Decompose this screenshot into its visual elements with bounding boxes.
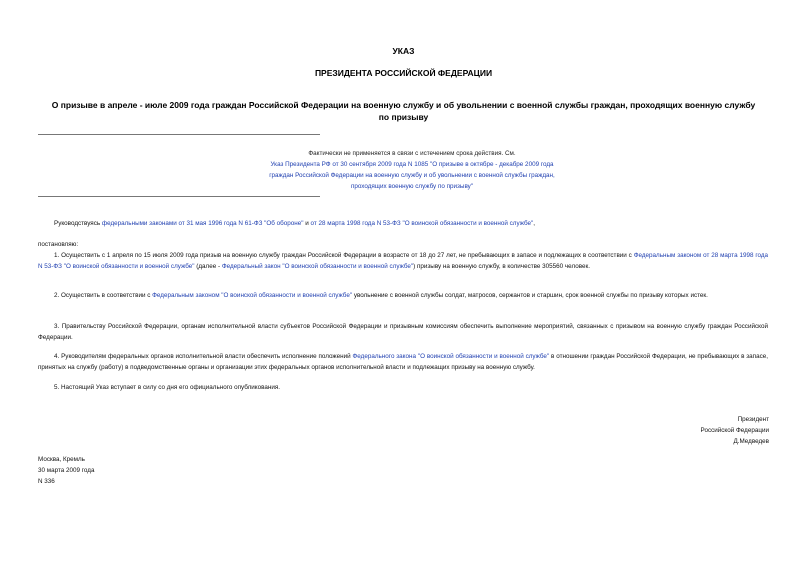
decree-subtitle: О призыве в апреле - июле 2009 года граждан Российской Федерации на военную службу и об увольнении с военной службы граждан, проходящих военную службу по призыву	[51, 100, 756, 122]
item-1-text-b: (далее -	[196, 263, 221, 270]
note-link[interactable]: Указ Президента РФ от 30 сентября 2009 года N 1085 "О призыве в октябре - декабре 2009 года граждан Российской Федерации на военную службу и об увольнении с военной службы граждан, проходящих военную службу по призыву"	[269, 161, 555, 190]
decree-number: N 336	[38, 478, 55, 485]
note-bottom-rule	[38, 196, 320, 197]
law-link-defense[interactable]: федеральными законами от 31 мая 1996 года N 61-ФЗ "Об обороне"	[101, 220, 304, 227]
editorial-note	[262, 148, 562, 192]
date: 30 марта 2009 года	[38, 467, 95, 474]
note-text: Фактически не применяется в связи с истечением срока действия. См.	[308, 150, 516, 157]
note-top-rule	[38, 134, 320, 135]
item-2-law-link[interactable]: Федеральным законом "О воинской обязанности и военной службе"	[152, 292, 353, 299]
signature-name: Д.Медведев	[733, 438, 769, 445]
item-1	[38, 250, 768, 272]
item-1-law-link[interactable]: Федеральным законом от 28 марта 1998 года N 53-ФЗ "О воинской обязанности и военной службе"	[38, 252, 769, 270]
item-5: 5. Настоящий Указ вступает в силу со дня его официального опубликования.	[54, 384, 281, 391]
item-3: 3. Правительству Российской Федерации, органам исполнительной власти субъектов Российской Федерации и призывным комиссиям обеспечить выполнение мероприятий, связанных с призывом на военную службу граждан Российской Федерации.	[38, 323, 768, 341]
item-4-text-a: 4. Руководителям федеральных органов исполнительной власти обеспечить исполнение положений	[54, 353, 351, 360]
item-1-text-a: 1. Осуществить с 1 апреля по 15 июля 2009 года призыв на военную службу граждан Российской Федерации в возрасте от 18 до 27 лет, не пребывающих в запасе и подлежащих в соответствии с	[54, 252, 632, 259]
signature-title: Президент	[737, 416, 769, 423]
item-2-text-a: 2. Осуществить в соответствии с	[54, 292, 151, 299]
item-4-law-link[interactable]: Федерального закона "О воинской обязанности и военной службе"	[352, 353, 550, 360]
law-link-military-duty[interactable]: от 28 марта 1998 года N 53-ФЗ "О воинской обязанности и военной службе"	[310, 220, 534, 227]
item-4-text-b: в отношении граждан Российской Федерации, не пребывающих в запасе, принятых на службу (работу) в подведомственные органы и организации этих федеральных органов исполнительной власти и подлежащих призыву на военную службу.	[38, 353, 768, 371]
signature-block	[701, 414, 769, 447]
decree-issuer: ПРЕЗИДЕНТА РОССИЙСКОЙ ФЕДЕРАЦИИ	[314, 68, 493, 78]
signature-country: Российской Федерации	[700, 427, 769, 434]
preamble	[38, 218, 768, 229]
item-2	[38, 290, 768, 301]
preamble-suffix: ,	[533, 220, 536, 227]
preamble-mid: и	[305, 220, 309, 227]
item-1-text-c: ) призыву на военную службу, в количестве 305560 человек.	[413, 263, 591, 270]
place: Москва, Кремль	[38, 456, 85, 463]
place-date-block	[38, 454, 94, 487]
decree-title: УКАЗ	[392, 46, 415, 56]
item-1-short-law-link[interactable]: Федеральный закон "О воинской обязанности и военной службе"	[221, 263, 414, 270]
item-4	[38, 351, 768, 373]
item-2-text-b: увольнение с военной службы солдат, матросов, сержантов и старшин, срок военной службы по призыву которых истек.	[353, 292, 708, 299]
preamble-prefix: Руководствуясь	[54, 220, 101, 227]
decree-word: постановляю:	[38, 241, 79, 248]
